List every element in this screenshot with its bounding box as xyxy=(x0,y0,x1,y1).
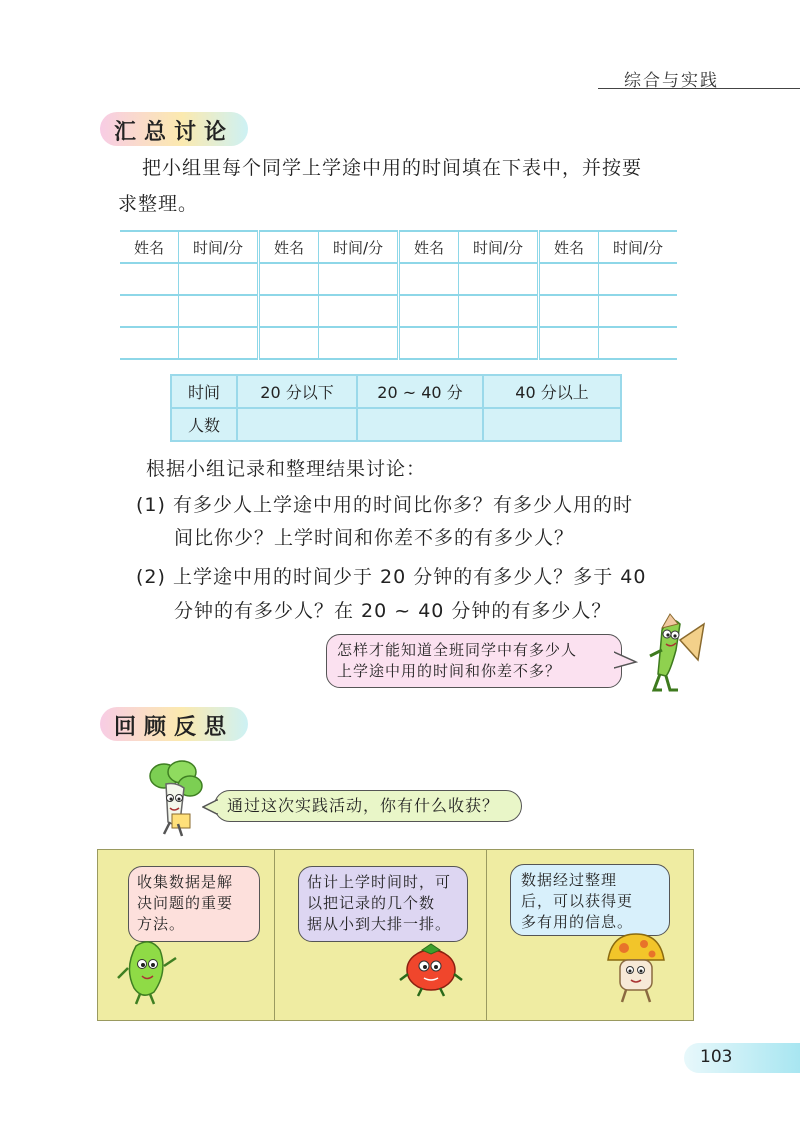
header-cell: 姓名 xyxy=(539,231,599,263)
count-cell[interactable] xyxy=(357,408,483,441)
blank-cell[interactable] xyxy=(399,295,459,327)
speech-bubble-panel-1 xyxy=(128,866,260,942)
count-cell[interactable] xyxy=(483,408,621,441)
bubble-line: 方法。 xyxy=(137,915,186,933)
blank-cell[interactable] xyxy=(179,295,259,327)
blank-cell[interactable] xyxy=(399,263,459,295)
bubble-line: 收集数据是解 xyxy=(137,873,234,891)
bubble-line: 数据经过整理 xyxy=(521,871,618,889)
bubble-line: 后，可以获得更 xyxy=(521,892,634,910)
section-heading-discussion xyxy=(104,110,234,150)
speech-bubble-panel-2 xyxy=(298,866,468,942)
section-heading-text: 回顾反思 xyxy=(114,714,235,740)
record-table xyxy=(120,230,677,360)
header-cell: 姓名 xyxy=(120,231,179,263)
blank-cell[interactable] xyxy=(599,295,678,327)
header-cell: 时间/分 xyxy=(459,231,539,263)
bubble-line: 估计上学时间时，可 xyxy=(307,873,452,891)
range-cell: 40 分以上 xyxy=(483,375,621,408)
count-cell[interactable] xyxy=(237,408,357,441)
table-row xyxy=(171,375,621,408)
question-2-line-2: 分钟的有多少人？在 20 ~ 40 分钟的有多少人？ xyxy=(174,600,612,622)
bubble-line: 决问题的重要 xyxy=(137,894,234,912)
bubble-tail xyxy=(202,798,218,816)
header-cell: 姓名 xyxy=(399,231,459,263)
bubble-line: 据从小到大排一排。 xyxy=(307,915,452,933)
question-1-line-1: (1) 有多少人上学途中用的时间比你多？有多少人用的时 xyxy=(136,494,633,516)
range-cell: 20 ~ 40 分 xyxy=(357,375,483,408)
pencil-mascot-icon xyxy=(640,610,706,696)
speech-bubble-pencil xyxy=(326,634,622,688)
blank-cell[interactable] xyxy=(599,327,678,359)
blank-cell[interactable] xyxy=(539,295,599,327)
summary-table xyxy=(170,374,622,442)
section-heading-review xyxy=(104,705,234,745)
table-row xyxy=(120,231,677,263)
blank-cell[interactable] xyxy=(120,263,179,295)
intro-line-2: 求整理。 xyxy=(118,193,199,215)
speech-bubble-cabbage: 通过这次实践活动，你有什么收获？ xyxy=(214,790,522,822)
blank-cell[interactable] xyxy=(259,295,319,327)
blank-cell[interactable] xyxy=(259,263,319,295)
blank-cell[interactable] xyxy=(319,295,399,327)
tomato-mascot-icon xyxy=(398,940,464,998)
section-heading-text: 汇总讨论 xyxy=(114,119,235,145)
row-label: 时间 xyxy=(171,375,237,408)
blank-cell[interactable] xyxy=(459,295,539,327)
blank-cell[interactable] xyxy=(120,295,179,327)
eraser-mascot-icon xyxy=(116,938,182,1006)
blank-cell[interactable] xyxy=(259,327,319,359)
panel-divider xyxy=(274,850,275,1020)
questions-lead: 根据小组记录和整理结果讨论： xyxy=(146,458,427,480)
blank-cell[interactable] xyxy=(539,327,599,359)
blank-cell[interactable] xyxy=(459,327,539,359)
table-row xyxy=(120,263,677,295)
page-number: 103 xyxy=(700,1047,733,1067)
bubble-tail xyxy=(614,650,638,674)
header-rule xyxy=(598,88,800,89)
speech-bubble-panel-3 xyxy=(510,864,670,936)
blank-cell[interactable] xyxy=(179,327,259,359)
table-row xyxy=(120,327,677,359)
panel-divider xyxy=(486,850,487,1020)
row-label: 人数 xyxy=(171,408,237,441)
blank-cell[interactable] xyxy=(399,327,459,359)
blank-cell[interactable] xyxy=(120,327,179,359)
bubble-line: 以把记录的几个数 xyxy=(307,894,436,912)
blank-cell[interactable] xyxy=(539,263,599,295)
bubble-line: 多有用的信息。 xyxy=(521,913,634,931)
header-title: 综合与实践 xyxy=(624,71,719,91)
blank-cell[interactable] xyxy=(599,263,678,295)
blank-cell[interactable] xyxy=(319,327,399,359)
intro-line-1: 把小组里每个同学上学途中用的时间填在下表中，并按要 xyxy=(142,157,643,179)
header-cell: 时间/分 xyxy=(599,231,678,263)
table-row xyxy=(171,408,621,441)
header-cell: 姓名 xyxy=(259,231,319,263)
mushroom-mascot-icon xyxy=(604,930,668,1006)
range-cell: 20 分以下 xyxy=(237,375,357,408)
bubble-line: 上学途中用的时间和你差不多？ xyxy=(337,662,562,680)
question-1-line-2: 间比你少？上学时间和你差不多的有多少人？ xyxy=(174,527,575,549)
bubble-line: 怎样才能知道全班同学中有多少人 xyxy=(337,641,578,659)
question-2-line-1: (2) 上学途中用的时间少于 20 分钟的有多少人？多于 40 xyxy=(136,566,647,588)
blank-cell[interactable] xyxy=(459,263,539,295)
table-row xyxy=(120,295,677,327)
blank-cell[interactable] xyxy=(319,263,399,295)
header-cell: 时间/分 xyxy=(319,231,399,263)
blank-cell[interactable] xyxy=(179,263,259,295)
header-cell: 时间/分 xyxy=(179,231,259,263)
